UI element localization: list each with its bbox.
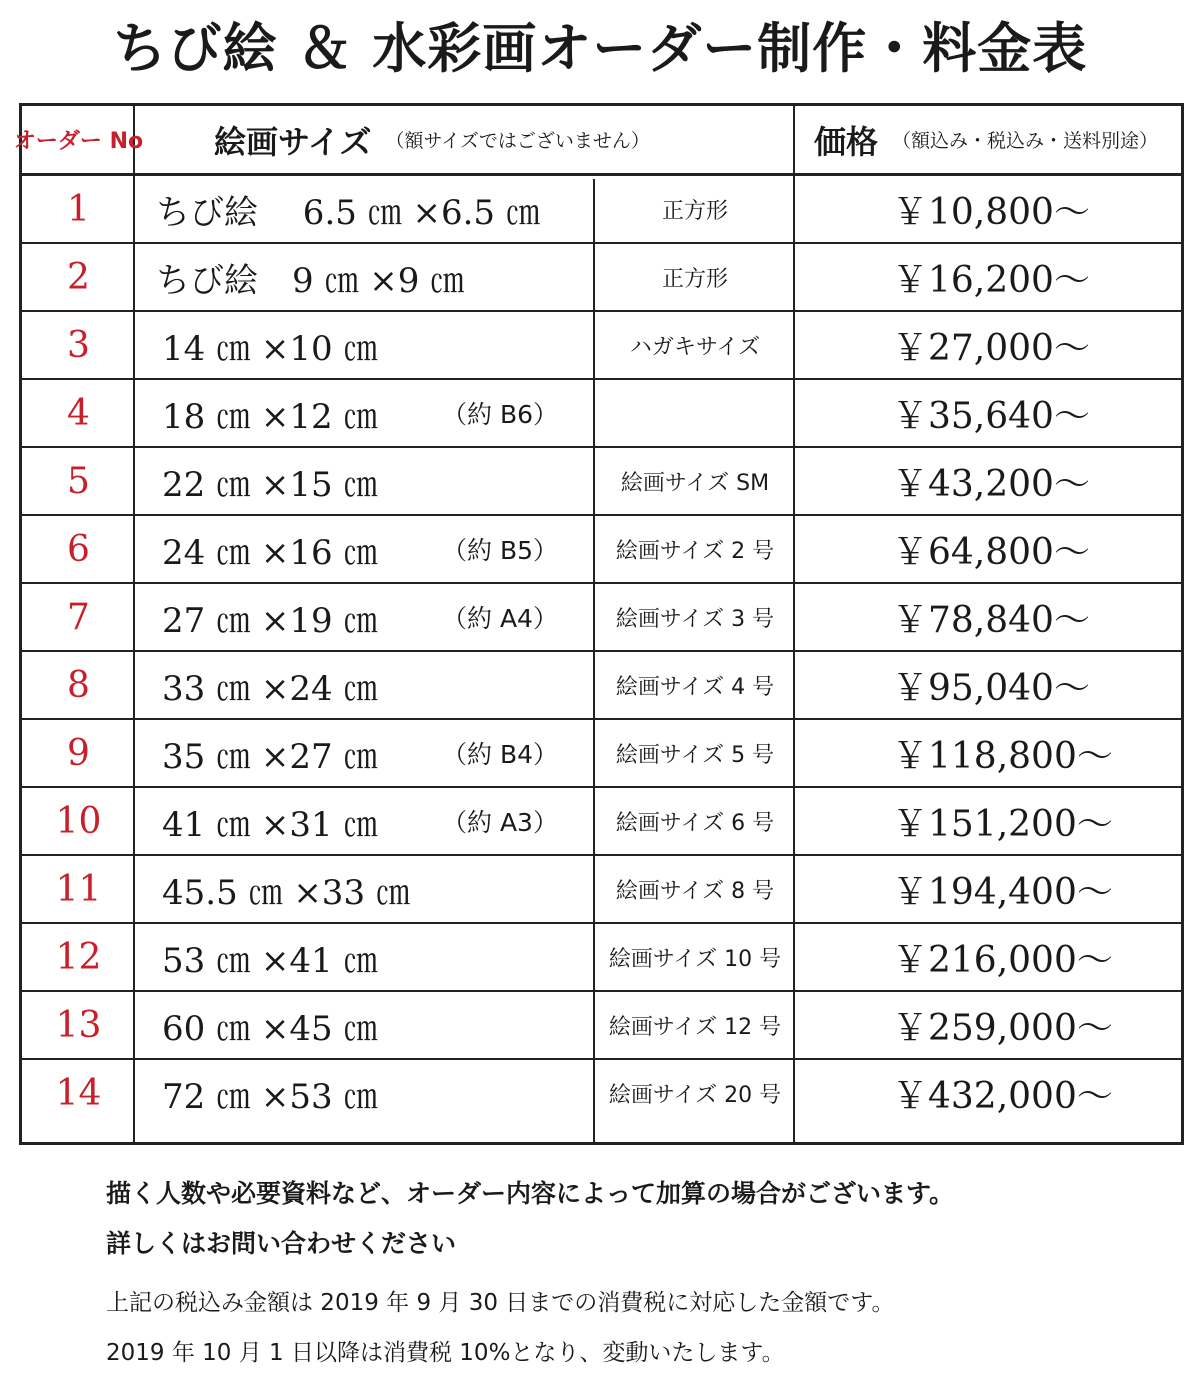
painting-dimensions: 35 ㎝ ×27 ㎝ (162, 736, 378, 777)
price: ￥151,200～ (892, 803, 1113, 845)
header-order-no: オーダー No (13, 129, 144, 154)
order-number: 7 (67, 596, 90, 638)
price: ￥259,000～ (892, 1007, 1113, 1049)
size-label: 絵画サイズ 3 号 (615, 606, 775, 632)
size-label: 絵画サイズ 6 号 (615, 810, 775, 836)
painting-dimensions: 45.5 ㎝ ×33 ㎝ (162, 872, 410, 913)
size-label: 絵画サイズ 4 号 (615, 674, 775, 700)
page-title: ちび絵 ＆ 水彩画オーダー制作・料金表 (112, 17, 1088, 80)
price: ￥78,840～ (892, 599, 1090, 641)
size-label: 正方形 (661, 266, 728, 292)
table-row (22, 312, 1181, 380)
painting-dimensions: ちび絵 9 ㎝ ×9 ㎝ (156, 260, 465, 301)
approx-paper-size: （約 A3） (442, 808, 558, 837)
painting-dimensions: 22 ㎝ ×15 ㎝ (162, 464, 378, 505)
approx-paper-size: （約 B5） (442, 536, 559, 565)
size-label: 絵画サイズ SM (620, 470, 770, 496)
order-number: 14 (55, 1072, 102, 1114)
table-row (22, 652, 1181, 720)
table-row (22, 720, 1181, 788)
size-label: ハガキサイズ (629, 334, 761, 360)
price: ￥95,040～ (892, 667, 1090, 709)
painting-dimensions: 72 ㎝ ×53 ㎝ (162, 1076, 378, 1117)
order-number: 8 (67, 664, 90, 706)
painting-dimensions: 41 ㎝ ×31 ㎝ (162, 804, 378, 845)
header-price-note: （額込み・税込み・送料別途） (892, 130, 1159, 152)
order-number: 5 (67, 460, 90, 502)
table-row (22, 856, 1181, 924)
size-label: 絵画サイズ 5 号 (615, 742, 775, 768)
order-number: 6 (67, 528, 90, 570)
price: ￥64,800～ (892, 531, 1090, 573)
painting-dimensions: 53 ㎝ ×41 ㎝ (162, 940, 378, 981)
header-size-note: （額サイズではございません） (385, 130, 650, 152)
order-number: 11 (55, 868, 102, 910)
size-label (595, 380, 795, 446)
table-row (22, 1060, 1181, 1128)
header-size-label: 絵画サイズ (214, 122, 372, 161)
price: ￥432,000～ (892, 1075, 1113, 1117)
painting-dimensions: 18 ㎝ ×12 ㎝ (162, 396, 378, 437)
table-header (13, 106, 1181, 176)
size-label: 絵画サイズ 8 号 (615, 878, 775, 904)
header-price-label: 価格 (814, 122, 879, 161)
header-size (214, 106, 650, 173)
order-number: 9 (67, 732, 90, 774)
price: ￥35,640～ (892, 395, 1090, 437)
table-row (22, 788, 1181, 856)
price: ￥10,800～ (892, 191, 1090, 233)
table-row (22, 924, 1181, 992)
table-row (22, 992, 1181, 1060)
painting-dimensions: 33 ㎝ ×24 ㎝ (162, 668, 378, 709)
table-row (22, 176, 1181, 244)
order-number: 10 (55, 800, 102, 842)
order-number: 4 (67, 392, 90, 434)
order-number: 12 (55, 936, 102, 978)
order-number: 2 (67, 256, 90, 298)
note-tax-change: 2019 年 10 月 1 日以降は消費税 10%となり、変動いたします。 (106, 1340, 785, 1366)
price-table (13, 103, 1184, 1145)
table-row (22, 584, 1181, 652)
size-label: 絵画サイズ 20 号 (608, 1082, 782, 1108)
table-row (22, 448, 1181, 516)
note-tax-until: 上記の税込み金額は 2019 年 9 月 30 日までの消費税に対応した金額です。 (106, 1290, 895, 1316)
table-row (22, 516, 1181, 584)
painting-dimensions: 60 ㎝ ×45 ㎝ (162, 1008, 378, 1049)
price: ￥43,200～ (892, 463, 1090, 505)
size-label: 絵画サイズ 2 号 (615, 538, 775, 564)
painting-dimensions: 27 ㎝ ×19 ㎝ (162, 600, 378, 641)
table-body (22, 176, 1181, 1128)
painting-dimensions: ちび絵 6.5 ㎝ ×6.5 ㎝ (156, 192, 540, 233)
price: ￥194,400～ (892, 871, 1113, 913)
approx-paper-size: （約 A4） (442, 604, 558, 633)
size-label: 絵画サイズ 10 号 (608, 946, 782, 972)
painting-dimensions: 24 ㎝ ×16 ㎝ (162, 532, 378, 573)
price: ￥216,000～ (892, 939, 1113, 981)
price: ￥118,800～ (892, 735, 1113, 777)
price: ￥27,000～ (892, 327, 1090, 369)
order-number: 1 (67, 188, 90, 230)
approx-paper-size: （約 B4） (442, 740, 559, 769)
painting-dimensions: 14 ㎝ ×10 ㎝ (162, 328, 378, 369)
price: ￥16,200～ (892, 259, 1090, 301)
order-number: 3 (67, 324, 90, 366)
approx-paper-size: （約 B6） (442, 400, 559, 429)
header-price (814, 106, 1158, 173)
table-row (22, 244, 1181, 312)
table-row (22, 380, 1181, 448)
order-number: 13 (55, 1004, 102, 1046)
size-label: 絵画サイズ 12 号 (608, 1014, 782, 1040)
note-contact: 詳しくはお問い合わせください (106, 1229, 457, 1258)
size-label: 正方形 (661, 198, 728, 224)
note-surcharge: 描く人数や必要資料など、オーダー内容によって加算の場合がございます。 (106, 1179, 955, 1208)
